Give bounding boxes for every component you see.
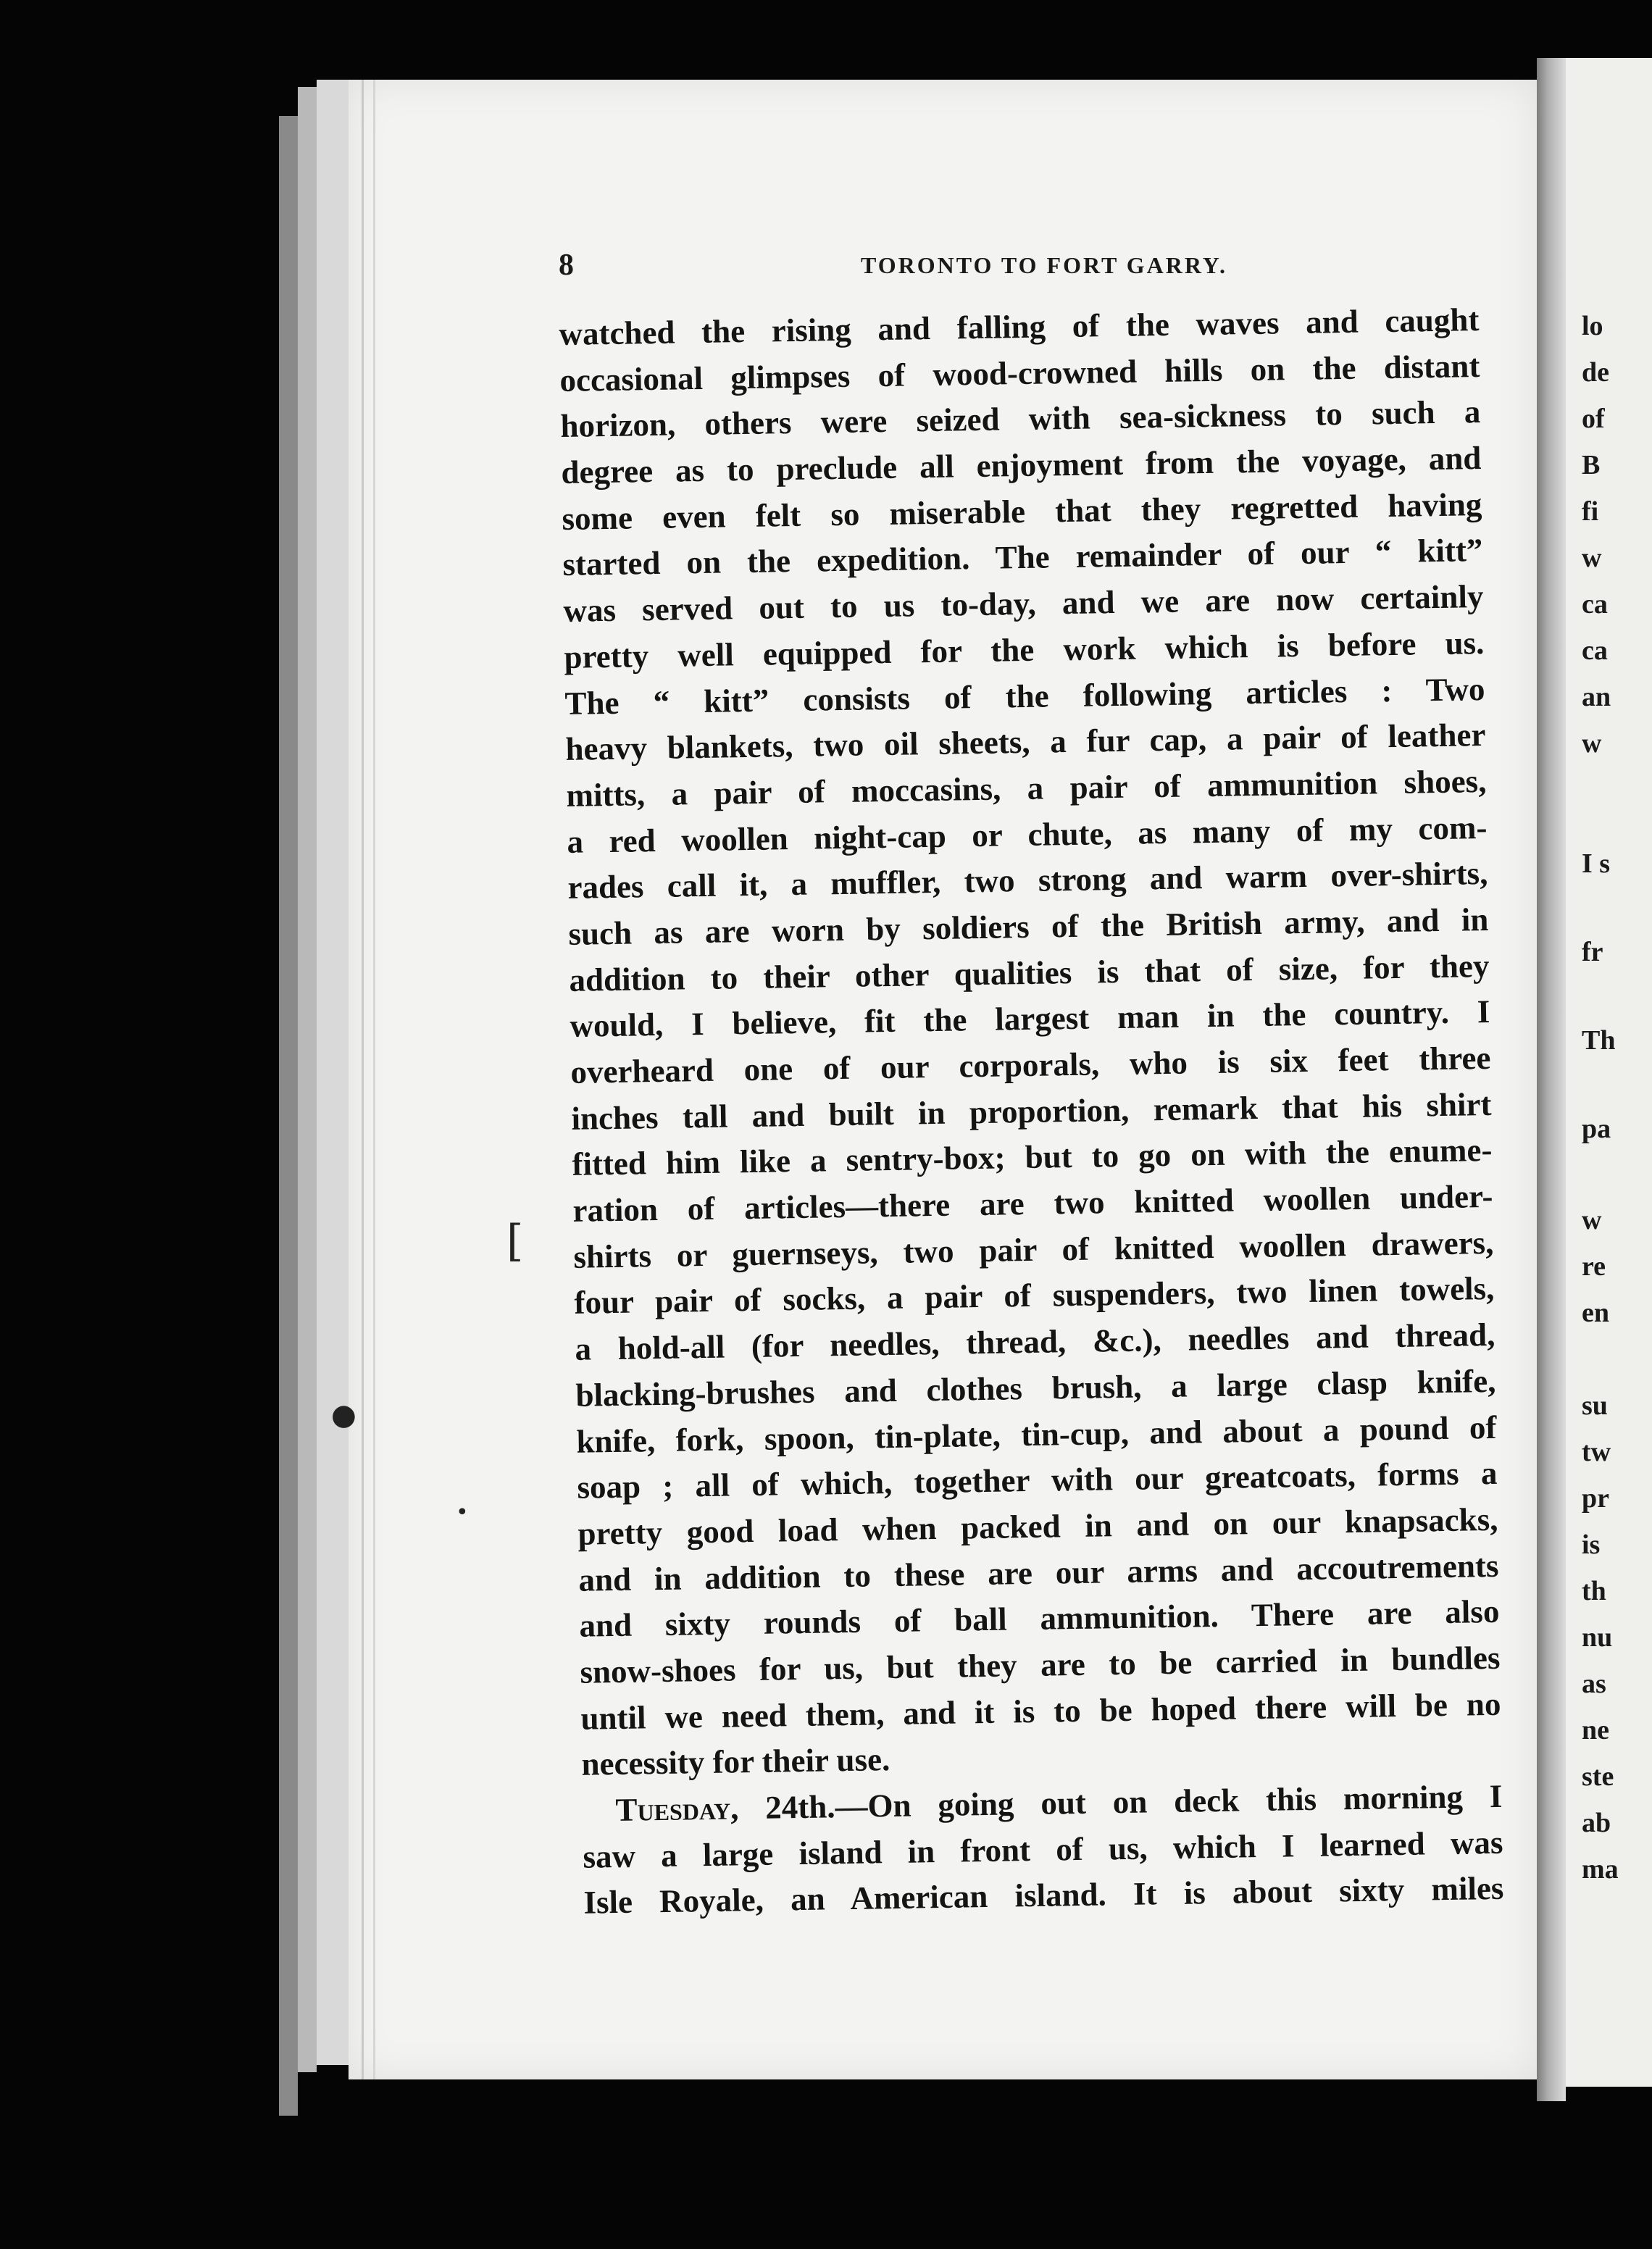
facing-text-fragment: pr	[1582, 1483, 1609, 1514]
text-line: such as are worn by soldiers of the British army, and in	[568, 901, 1489, 952]
text-line: saw a large island in front of us, which I learned was	[583, 1824, 1503, 1875]
facing-text-fragment: as	[1582, 1669, 1606, 1699]
facing-text-fragment: Th	[1582, 1025, 1616, 1056]
page-edge-strip	[298, 87, 317, 2072]
facing-text-fragment: is	[1582, 1530, 1601, 1560]
text-line: heavy blankets, two oil sheets, a fur cap, a pair of leather	[565, 717, 1486, 768]
text-line: a hold-all (for needles, thread, &c.), needles and thread,	[575, 1317, 1495, 1367]
facing-text-fragment: w	[1582, 543, 1602, 573]
ink-blot-mark: ●	[331, 1398, 356, 1432]
facing-text-fragment: en	[1582, 1298, 1609, 1328]
text-line: blacking-brushes and clothes brush, a large clasp knife,	[575, 1362, 1496, 1414]
text-line: soap ; all of which, together with our greatcoats, forms a	[577, 1455, 1498, 1506]
page-border-rule	[373, 80, 375, 2079]
text-line: four pair of socks, a pair of suspenders, two linen towels,	[574, 1270, 1495, 1322]
facing-text-fragment: ab	[1582, 1808, 1611, 1838]
text-line: pretty good load when packed in and on our knapsacks,	[577, 1501, 1498, 1552]
page-edge-strip	[317, 80, 349, 2065]
text-line: would, I believe, fit the largest man in the country. I	[570, 993, 1490, 1045]
facing-text-fragment: ste	[1582, 1761, 1614, 1792]
text-line: The “ kitt” consists of the following articles : Two	[564, 670, 1485, 722]
ink-blot-mark: •	[456, 1500, 469, 1525]
text-line: shirts or guernseys, two pair of knitted woollen drawers,	[573, 1224, 1494, 1275]
text-line: degree as to preclude all enjoyment from the voyage, and	[561, 440, 1482, 491]
facing-page-sliver	[1566, 58, 1652, 2087]
text-line: until we need them, and it is to be hoped there will be no	[580, 1685, 1501, 1737]
text-line: knife, fork, spoon, tin-plate, tin-cup, and about a pound of	[576, 1409, 1497, 1460]
date-rest: , 24th.—On going out on deck this morning I	[730, 1777, 1503, 1827]
left-page	[331, 80, 1537, 2079]
text-line: occasional glimpses of wood-crowned hills on the distant	[559, 347, 1480, 399]
running-head	[559, 248, 1530, 291]
text-line: a red woollen night-cap or chute, as many of my com-	[567, 809, 1488, 860]
facing-text-fragment: of	[1582, 404, 1605, 434]
text-line: and sixty rounds of ball ammunition. There are also	[579, 1593, 1500, 1645]
facing-text-fragment: pa	[1582, 1114, 1611, 1144]
facing-text-fragment: ne	[1582, 1715, 1609, 1745]
facing-text-fragment: B	[1582, 450, 1601, 480]
book-gutter	[1537, 58, 1566, 2101]
text-line: started on the expedition. The remainder of our “ kitt”	[562, 532, 1483, 583]
page-border-rule	[362, 80, 364, 2079]
facing-text-fragment: re	[1582, 1251, 1606, 1282]
text-line: Isle Royale, an American island. It is about sixty miles	[583, 1870, 1504, 1922]
text-line: snow-shoes for us, but they are to be carried in bundles	[580, 1639, 1501, 1690]
facing-text-fragment: th	[1582, 1576, 1606, 1606]
text-line: horizon, others were seized with sea-sickness to such a	[560, 393, 1481, 445]
facing-text-fragment: ca	[1582, 635, 1608, 666]
page-edge-strip	[279, 116, 298, 2116]
facing-text-fragment: de	[1582, 357, 1609, 388]
text-line: addition to their other qualities is that of size, for they	[569, 947, 1490, 998]
text-line: necessity for their use.	[581, 1741, 890, 1783]
text-line: rades call it, a muffler, two strong and warm over-shirts,	[567, 855, 1488, 906]
facing-text-fragment: w	[1582, 728, 1602, 759]
text-line: mitts, a pair of moccasins, a pair of ammunition shoes,	[566, 762, 1487, 814]
day-name: Tuesday	[615, 1790, 731, 1829]
facing-text-fragment: I s	[1582, 848, 1611, 879]
facing-text-fragment: su	[1582, 1390, 1608, 1421]
margin-bracket-mark: [	[506, 1216, 524, 1267]
facing-text-fragment: w	[1582, 1205, 1602, 1235]
facing-text-fragment: fr	[1582, 937, 1603, 967]
facing-text-fragment: nu	[1582, 1622, 1613, 1653]
facing-text-fragment: fi	[1582, 496, 1599, 527]
running-title: TORONTO TO FORT GARRY.	[861, 252, 1227, 278]
page-number: 8	[559, 249, 574, 282]
text-line: pretty well equipped for the work which is before us.	[564, 624, 1485, 675]
text-line: and in addition to these are our arms and accoutrements	[578, 1547, 1499, 1598]
text-line: fitted him like a sentry-box; but to go on with the enume-	[572, 1132, 1493, 1183]
facing-text-fragment: tw	[1582, 1437, 1611, 1467]
facing-text-fragment: an	[1582, 682, 1611, 712]
text-line: some even felt so miserable that they regretted having	[562, 485, 1482, 537]
text-line: was served out to us to-day, and we are now certainly	[563, 578, 1484, 630]
facing-text-fragment: ma	[1582, 1854, 1619, 1885]
text-line: inches tall and built in proportion, remark that his shirt	[571, 1085, 1492, 1137]
text-line: overheard one of our corporals, who is six feet three	[570, 1039, 1491, 1090]
body-text	[559, 297, 1504, 1927]
text-line: ration of articles—there are two knitted woollen under-	[572, 1177, 1493, 1229]
facing-text-fragment: lo	[1582, 311, 1603, 341]
facing-text-fragment: ca	[1582, 589, 1608, 619]
text-line: watched the rising and falling of the waves and caught	[559, 301, 1480, 352]
